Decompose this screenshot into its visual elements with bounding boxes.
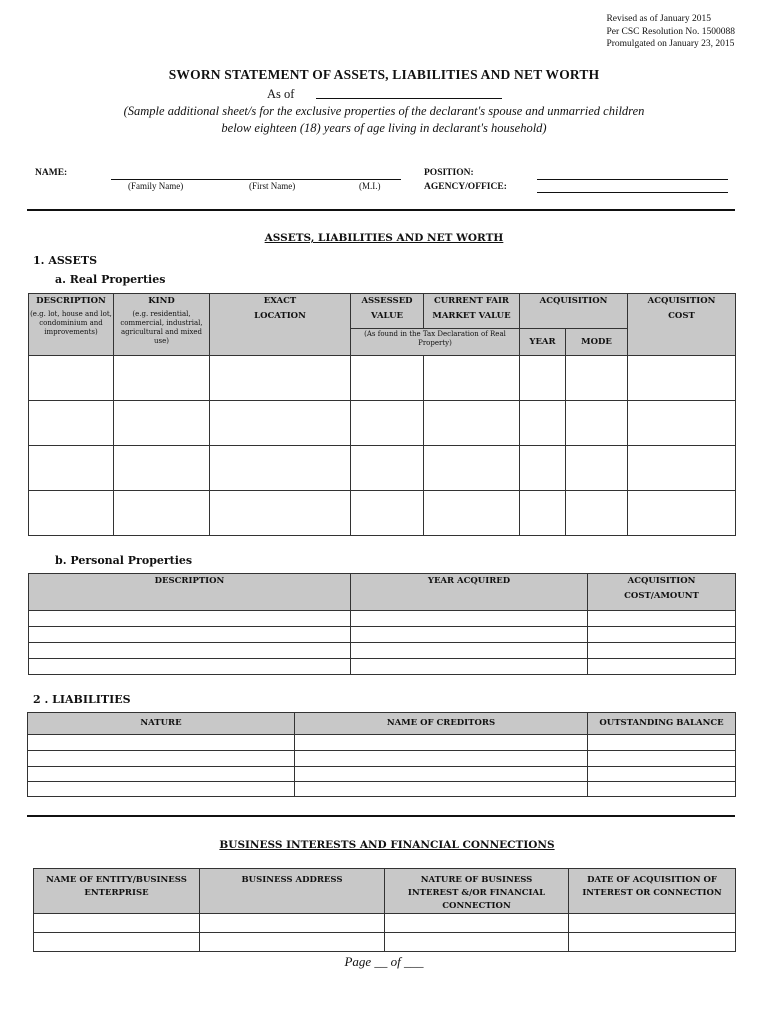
table-row xyxy=(29,401,736,446)
col-business-address: BUSINESS ADDRESS xyxy=(200,869,385,914)
real-properties-heading: a. Real Properties xyxy=(55,273,166,286)
business-interests-heading: BUSINESS INTERESTS AND FINANCIAL CONNECTIONS xyxy=(219,839,555,851)
first-name-caption: (First Name) xyxy=(249,181,296,191)
name-label: NAME: xyxy=(35,168,68,178)
page-title: SWORN STATEMENT OF ASSETS, LIABILITIES AND NET WORTH xyxy=(168,67,600,82)
position-field[interactable] xyxy=(537,179,728,180)
promulgation-line: Promulgated on January 23, 2015 xyxy=(606,39,735,49)
col-mode: MODE xyxy=(566,329,628,356)
col-current-fair-market-value: CURRENT FAIR MARKET VALUE xyxy=(424,294,520,329)
description-note: (e.g. lot, house and lot, condominium and improvements) xyxy=(30,310,112,336)
subtitle-line: (Sample additional sheet/s for the exclusive properties of the declarant's spouse and unmarried children xyxy=(123,104,645,118)
business-interests-table xyxy=(33,868,736,952)
section-divider xyxy=(27,815,735,817)
personal-properties-heading: b. Personal Properties xyxy=(55,554,193,567)
col-kind: KIND (e.g. residential, commercial, industrial, agricultural and mixed use) xyxy=(114,294,210,356)
col-nature-of-business-interest: NATURE OF BUSINESS INTEREST &/OR FINANCIAL CONNECTION xyxy=(385,869,569,914)
col-year-acquired: YEAR ACQUIRED xyxy=(351,574,588,611)
table-row xyxy=(29,643,736,659)
family-name-caption: (Family Name) xyxy=(128,181,184,191)
col-year: YEAR xyxy=(520,329,566,356)
col-date-of-acquisition: DATE OF ACQUISITION OF INTEREST OR CONNECTION xyxy=(569,869,736,914)
table-row xyxy=(29,491,736,536)
col-name-of-entity: NAME OF ENTITY/BUSINESS ENTERPRISE xyxy=(34,869,200,914)
col-nature: NATURE xyxy=(28,713,295,735)
position-label: POSITION: xyxy=(424,168,474,178)
table-row xyxy=(29,611,736,627)
table-row xyxy=(28,751,736,767)
revision-note xyxy=(606,13,735,51)
col-description: DESCRIPTION xyxy=(29,574,351,611)
table-row xyxy=(34,914,736,933)
as-of-date-field[interactable] xyxy=(316,98,502,99)
table-row xyxy=(34,933,736,952)
personal-properties-table xyxy=(28,573,736,675)
assets-heading: 1. ASSETS xyxy=(33,254,98,267)
col-assessed-value: ASSESSED VALUE xyxy=(351,294,424,329)
tax-declaration-note: (As found in the Tax Declaration of Real Property) xyxy=(351,329,520,356)
liabilities-heading: 2 . LIABILITIES xyxy=(33,693,131,706)
resolution-line: Per CSC Resolution No. 1500088 xyxy=(606,26,735,37)
mi-caption: (M.I.) xyxy=(359,181,381,191)
table-row xyxy=(28,735,736,751)
as-of-label: As of xyxy=(267,87,295,101)
table-row xyxy=(28,767,736,782)
subtitle-line: below eighteen (18) years of age living in declarant's household) xyxy=(221,121,547,135)
col-description: DESCRIPTION (e.g. lot, house and lot, condominium and improvements) xyxy=(29,294,114,356)
agency-field[interactable] xyxy=(537,192,728,193)
agency-label: AGENCY/OFFICE: xyxy=(424,182,507,192)
table-row xyxy=(29,356,736,401)
page-number: Page __ of ___ xyxy=(344,954,424,969)
subtitle xyxy=(0,103,768,137)
liabilities-table xyxy=(27,712,736,797)
table-row xyxy=(29,446,736,491)
col-name-of-creditors: NAME OF CREDITORS xyxy=(295,713,588,735)
section-heading-alnw: ASSETS, LIABILITIES AND NET WORTH xyxy=(264,232,504,244)
table-row xyxy=(29,659,736,675)
revision-line: Revised as of January 2015 xyxy=(606,14,711,24)
col-acquisition: ACQUISITION xyxy=(520,294,628,329)
section-divider xyxy=(27,209,735,211)
col-outstanding-balance: OUTSTANDING BALANCE xyxy=(588,713,736,735)
kind-note: (e.g. residential, commercial, industrial, agricultural and mixed use) xyxy=(120,310,203,345)
col-exact-location: EXACT LOCATION xyxy=(210,294,351,356)
col-acquisition-cost: ACQUISITION COST xyxy=(628,294,736,356)
table-row xyxy=(29,627,736,643)
table-row xyxy=(28,782,736,797)
name-field[interactable] xyxy=(111,179,401,180)
real-properties-table xyxy=(28,293,736,536)
col-acquisition-cost-amount: ACQUISITION COST/AMOUNT xyxy=(588,574,736,611)
